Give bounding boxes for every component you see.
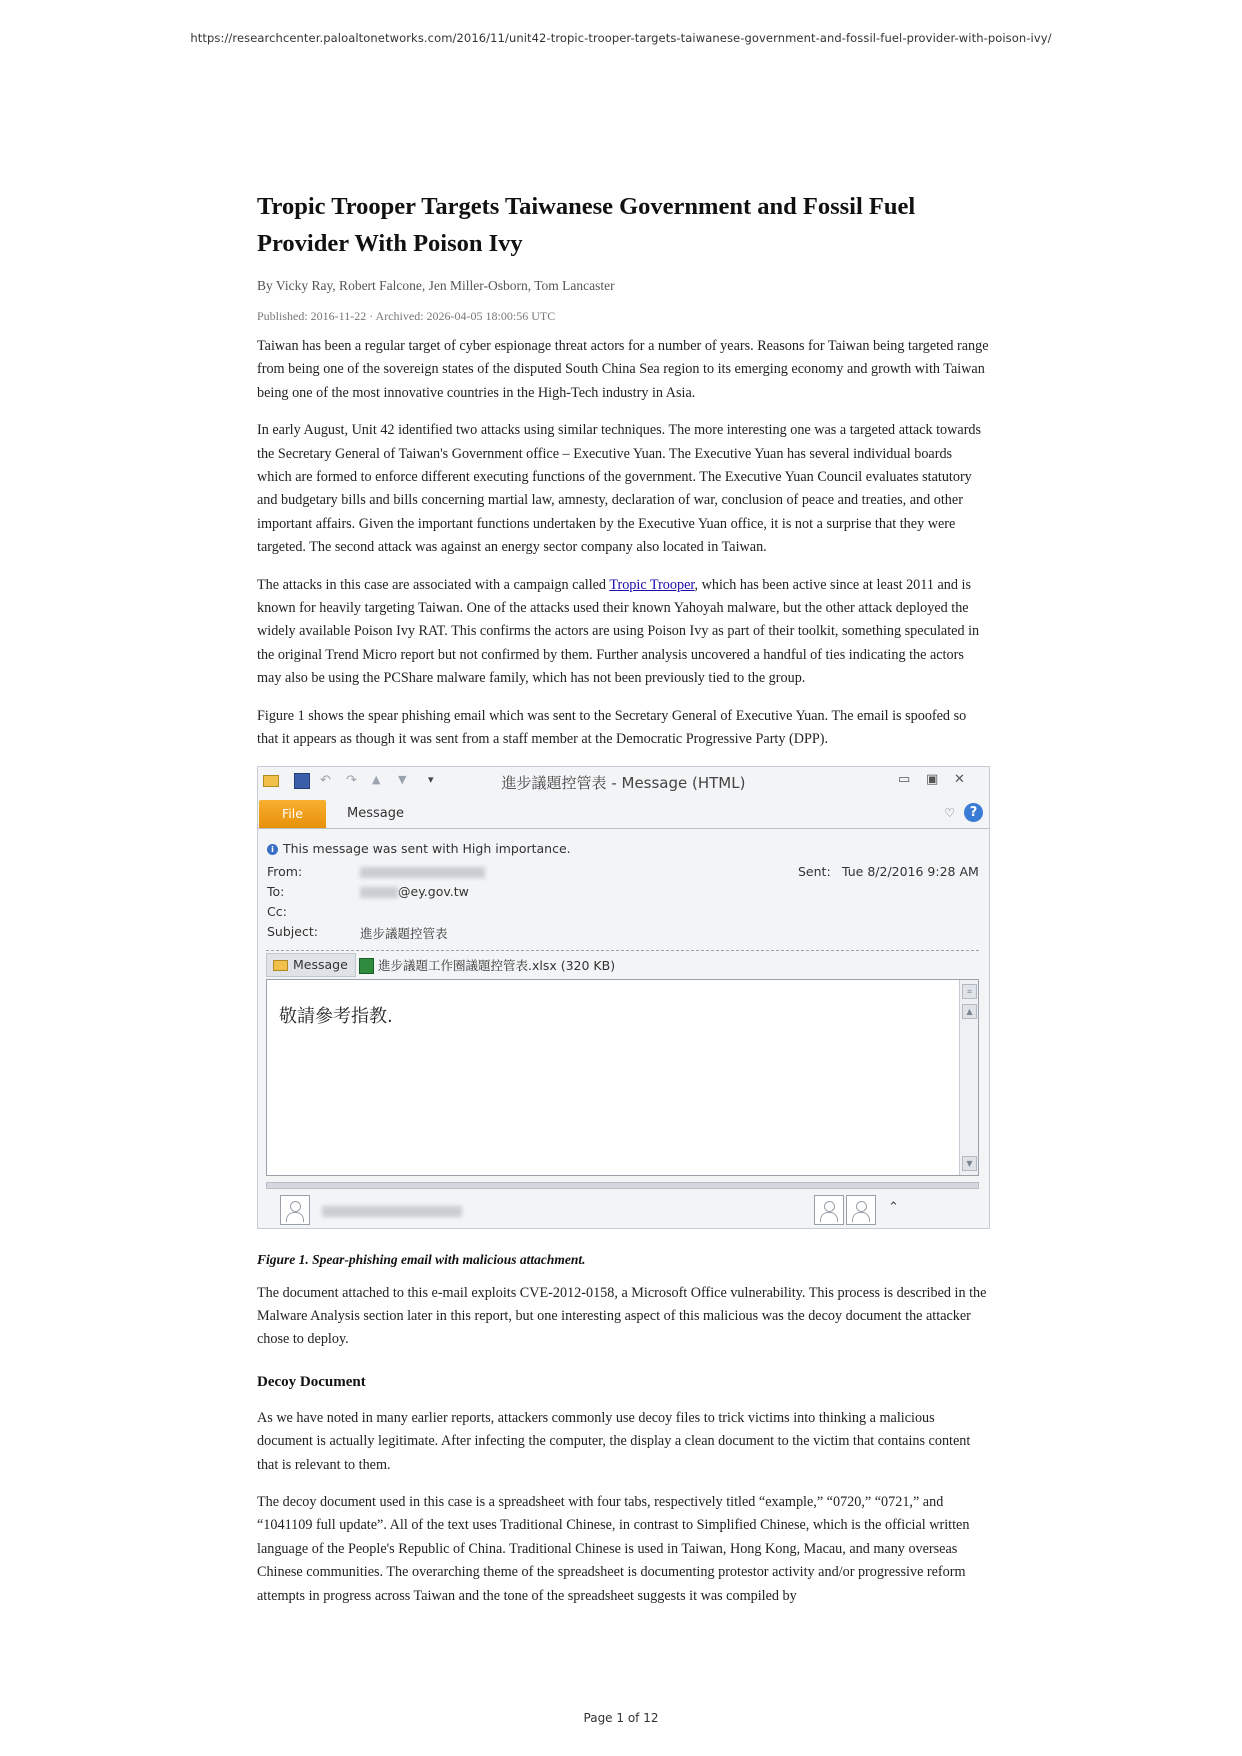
vertical-scrollbar[interactable] bbox=[959, 980, 978, 1175]
collapse-ribbon-icon[interactable]: ♡ bbox=[944, 805, 955, 820]
xlsx-attachment[interactable] bbox=[359, 956, 615, 975]
from-value bbox=[360, 864, 485, 879]
minimize-icon[interactable]: ▭ bbox=[898, 771, 911, 787]
paragraph-1: Taiwan has been a regular target of cyber espionage threat actors for a number of years. Reasons for Taiwan being targeted range from being one of the sovereign states of the disputed South China Sea region to its emerging economy and growth with Taiwan being one of the most innovative countries in the High-Tech industry in Asia. bbox=[257, 338, 989, 401]
figure-caption: Figure 1. Spear-phishing email with malicious attachment. bbox=[257, 1251, 586, 1267]
window-title: 進步議題控管表 - Message (HTML) bbox=[501, 773, 746, 792]
next-item-icon[interactable]: ▼ bbox=[398, 772, 407, 786]
people-pane-splitter[interactable] bbox=[266, 1182, 979, 1189]
redacted-sender bbox=[360, 867, 485, 878]
message-body-text: 敬請參考指教. bbox=[279, 1005, 393, 1027]
customize-toolbar-icon[interactable]: ▾ bbox=[428, 772, 434, 786]
message-attachment-label: Message bbox=[293, 956, 348, 972]
paragraph-4: Figure 1 shows the spear phishing email which was sent to the Secretary General of Executive Yuan. The email is spoofed so that it appears as though it was sent from a staff member at the Democratic Progressive Party (DPP). bbox=[257, 707, 967, 748]
section-heading-decoy: Decoy Document bbox=[257, 1373, 366, 1390]
redacted-recipient bbox=[360, 887, 398, 898]
paragraph-7: The decoy document used in this case is a spreadsheet with four tabs, respectively titled “example,” “0720,” “0721,” and “1041109 full update”. All of the text uses Traditional Chinese, in contrast to Simplified Chinese, which is the official written language of the People's Republic of China. Traditional Chinese is used in Taiwan, Hong Kong, Macau, and many overseas Chinese communities. The overarching theme of the spreadsheet is documenting protestor activity and/or progressive reform attempts in progress across Taiwan and the tone of the spreadsheet suggests it was compiled by bbox=[257, 1493, 970, 1604]
message-attachment-button[interactable] bbox=[266, 953, 356, 977]
paragraph-3-start: The attacks in this case are associated with a campaign called bbox=[257, 576, 610, 593]
to-label: To: bbox=[267, 883, 285, 899]
attachment-bar bbox=[266, 950, 979, 977]
to-value bbox=[360, 884, 469, 899]
contact-avatar-icon[interactable] bbox=[814, 1195, 844, 1225]
paragraph-2: In early August, Unit 42 identified two attacks using similar techniques. The more interesting one was a targeted attack towards the Secretary General of Taiwan's Government office – Executive Yuan. The Executive Yuan has several individual boards which are formed to enforce different executing functions of the government. The Executive Yuan Council evaluates statutory and budgetary bills and bills concerning martial law, amnesty, declaration of war, conclusion of peace and treaties, and other important affairs. Given the important functions undertaken by the Executive Yuan office, it is not a surprise that they were targeted. The second attack was against an energy sector company also located in Taiwan. bbox=[257, 422, 982, 556]
scroll-option-icon[interactable]: ⌗ bbox=[962, 984, 977, 999]
redacted-contact bbox=[322, 1206, 462, 1217]
redo-icon[interactable]: ↷ bbox=[346, 772, 357, 788]
tab-file[interactable]: File bbox=[259, 800, 326, 828]
subject-value: 進步議題控管表 bbox=[360, 925, 448, 941]
sent-value: Tue 8/2/2016 9:28 AM bbox=[842, 863, 979, 879]
scroll-up-icon[interactable]: ▲ bbox=[962, 1004, 977, 1019]
importance-notice bbox=[267, 841, 571, 856]
page-number: Page 1 of 12 bbox=[583, 1711, 659, 1725]
people-pane-name bbox=[322, 1203, 462, 1218]
undo-icon[interactable]: ↶ bbox=[320, 772, 331, 788]
to-domain: @ey.gov.tw bbox=[398, 883, 469, 899]
article-title: Tropic Trooper Targets Taiwanese Government and Fossil Fuel Provider With Poison Ivy bbox=[257, 193, 916, 257]
close-icon[interactable]: ✕ bbox=[954, 771, 965, 787]
excel-file-icon bbox=[359, 958, 374, 974]
contact-avatar-icon[interactable] bbox=[846, 1195, 876, 1225]
ribbon bbox=[258, 800, 989, 829]
maximize-icon[interactable]: ▣ bbox=[926, 771, 939, 787]
email-screenshot bbox=[257, 766, 990, 1229]
expand-people-pane-icon[interactable]: ⌃ bbox=[888, 1199, 899, 1215]
quick-access-toolbar bbox=[258, 767, 989, 795]
tropic-trooper-link[interactable]: Tropic Trooper bbox=[609, 576, 695, 593]
publish-meta: Published: 2016-11-22 · Archived: 2026-04-05 18:00:56 UTC bbox=[257, 309, 556, 323]
paragraph-5: The document attached to this e-mail exploits CVE-2012-0158, a Microsoft Office vulnerability. This process is described in the Malware Analysis section later in this report, but one interesting aspect of this malicious was the decoy document the attacker chose to deploy. bbox=[257, 1284, 987, 1348]
attachment-name: 進步議題工作圈議題控管表.xlsx (320 KB) bbox=[378, 957, 616, 973]
help-icon[interactable]: ? bbox=[964, 803, 983, 822]
tab-message[interactable]: Message bbox=[347, 805, 404, 821]
subject-label: Subject: bbox=[267, 923, 318, 939]
source-url: https://researchcenter.paloaltonetworks.com/2016/11/unit42-tropic-trooper-targets-taiwanese-government-and-fossil-fuel-provider-with-poison-ivy/ bbox=[190, 31, 1052, 45]
previous-item-icon[interactable]: ▲ bbox=[372, 772, 381, 786]
byline: By Vicky Ray, Robert Falcone, Jen Miller-Osborn, Tom Lancaster bbox=[257, 278, 615, 293]
sent-label: Sent: bbox=[798, 863, 831, 879]
scroll-down-icon[interactable]: ▼ bbox=[962, 1156, 977, 1171]
paragraph-3 bbox=[257, 574, 990, 691]
paragraph-6: As we have noted in many earlier reports, attackers commonly use decoy files to trick victims into thinking a malicious document is actually legitimate. After infecting the computer, the display a clean document to the victim that contains content that is relevant to them. bbox=[257, 1409, 971, 1473]
envelope-icon bbox=[273, 960, 288, 971]
cc-label: Cc: bbox=[267, 903, 287, 919]
from-label: From: bbox=[267, 863, 303, 879]
paragraph-3-end: , which has been active since at least 2011 and is known for heavily targeting Taiwan. One of the attacks used their known Yahoyah malware, but the other attack deployed the widely available Poison Ivy RAT. This confirms the actors are using Poison Ivy as part of their toolkit, something speculated in the original Trend Micro report but not confirmed by them. Further analysis uncovered a handful of ties indicating the actors may also be using the PCShare malware family, which has not been previously tied to the group. bbox=[257, 576, 980, 687]
importance-text: This message was sent with High importance. bbox=[283, 840, 571, 856]
sender-avatar-icon bbox=[280, 1195, 310, 1225]
people-pane bbox=[258, 1191, 989, 1227]
message-body[interactable] bbox=[266, 979, 979, 1176]
info-icon: i bbox=[267, 844, 278, 855]
article bbox=[257, 188, 990, 1622]
